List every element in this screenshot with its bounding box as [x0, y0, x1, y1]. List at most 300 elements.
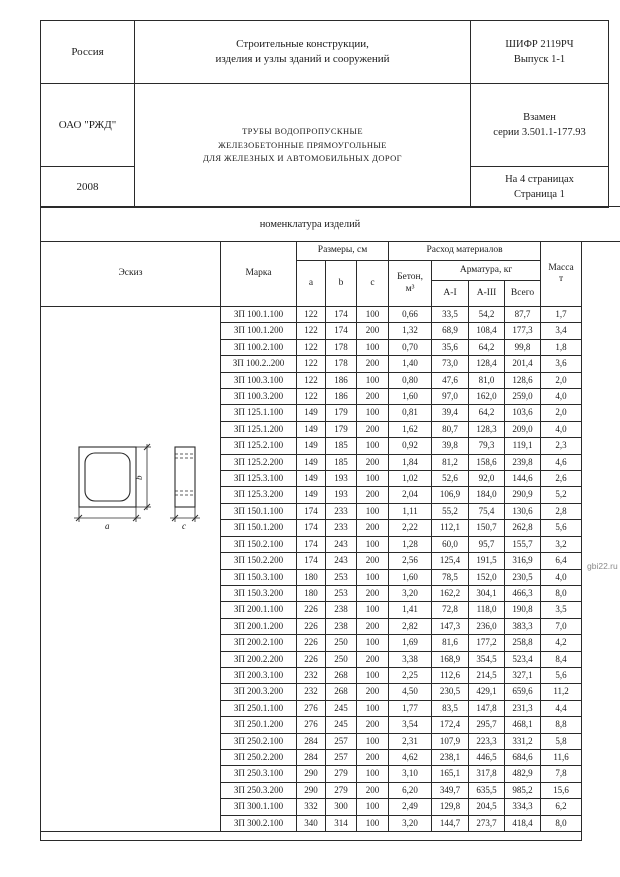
doc-title-line2: ЖЕЛЕЗОБЕТОННЫЕ ПРЯМОУГОЛЬНЫЕ	[218, 139, 387, 150]
value-cell: 223,3	[469, 733, 505, 749]
mark-cell: ЗП 250.1.100	[221, 700, 297, 716]
value-cell: 7,0	[541, 618, 582, 634]
value-cell: 100	[357, 438, 389, 454]
watermark: gbi22.ru	[587, 561, 618, 571]
value-cell: 268	[326, 667, 357, 683]
nomenclature-table	[40, 241, 582, 841]
value-cell: 158,6	[469, 454, 505, 470]
value-cell: 4,4	[541, 700, 582, 716]
value-cell: 245	[326, 717, 357, 733]
value-cell: 81,6	[432, 635, 469, 651]
mark-cell: ЗП 100.1.100	[221, 307, 297, 323]
value-cell: 200	[357, 356, 389, 372]
value-cell: 259,0	[505, 389, 541, 405]
value-cell: 185	[326, 454, 357, 470]
mark-cell: ЗП 200.1.200	[221, 618, 297, 634]
doc-title-cell	[135, 84, 471, 208]
value-cell: 83,5	[432, 700, 469, 716]
value-cell: 2,25	[389, 667, 432, 683]
value-cell: 152,0	[469, 569, 505, 585]
mark-cell: ЗП 150.1.200	[221, 520, 297, 536]
value-cell: 147,8	[469, 700, 505, 716]
mark-cell: ЗП 150.1.100	[221, 503, 297, 519]
value-cell: 257	[326, 749, 357, 765]
value-cell: 226	[297, 618, 326, 634]
value-cell: 4,0	[541, 569, 582, 585]
value-cell: 258,8	[505, 635, 541, 651]
value-cell: 7,8	[541, 766, 582, 782]
value-cell: 3,5	[541, 602, 582, 618]
value-cell: 2,56	[389, 553, 432, 569]
value-cell: 100	[357, 339, 389, 355]
value-cell: 174	[297, 553, 326, 569]
value-cell: 8,4	[541, 651, 582, 667]
year-cell: 2008	[41, 167, 135, 208]
value-cell: 112,6	[432, 667, 469, 683]
mark-cell: ЗП 125.1.100	[221, 405, 297, 421]
value-cell: 103,6	[505, 405, 541, 421]
value-cell: 3,20	[389, 815, 432, 831]
value-cell: 52,6	[432, 471, 469, 487]
value-cell: 290,9	[505, 487, 541, 503]
value-cell: 193	[326, 487, 357, 503]
value-cell: 87,7	[505, 307, 541, 323]
value-cell: 659,6	[505, 684, 541, 700]
value-cell: 446,5	[469, 749, 505, 765]
table-header	[41, 242, 582, 307]
value-cell: 200	[357, 717, 389, 733]
value-cell: 4,0	[541, 389, 582, 405]
value-cell: 186	[326, 389, 357, 405]
value-cell: 100	[357, 536, 389, 552]
value-cell: 128,6	[505, 372, 541, 388]
mark-cell: ЗП 100.2.100	[221, 339, 297, 355]
value-cell: 284	[297, 733, 326, 749]
mark-cell: ЗП 150.3.100	[221, 569, 297, 585]
value-cell: 178	[326, 356, 357, 372]
value-cell: 226	[297, 635, 326, 651]
value-cell: 2,8	[541, 503, 582, 519]
col-header-dimensions: Размеры, см	[297, 242, 389, 261]
title-block-row	[41, 84, 609, 167]
value-cell: 147,3	[432, 618, 469, 634]
value-cell: 78,5	[432, 569, 469, 585]
value-cell: 5,6	[541, 520, 582, 536]
value-cell: 100	[357, 405, 389, 421]
value-cell: 200	[357, 487, 389, 503]
col-header-mass	[541, 242, 582, 307]
value-cell: 191,5	[469, 553, 505, 569]
value-cell: 11,6	[541, 749, 582, 765]
value-cell: 100	[357, 733, 389, 749]
value-cell: 4,50	[389, 684, 432, 700]
value-cell: 226	[297, 602, 326, 618]
mark-cell: ЗП 250.1.200	[221, 717, 297, 733]
value-cell: 179	[326, 405, 357, 421]
value-cell: 2,31	[389, 733, 432, 749]
value-cell: 279	[326, 766, 357, 782]
value-cell: 257	[326, 733, 357, 749]
front-view	[74, 444, 151, 522]
value-cell: 3,54	[389, 717, 432, 733]
value-cell: 273,7	[469, 815, 505, 831]
value-cell: 200	[357, 421, 389, 437]
mark-cell: ЗП 200.3.100	[221, 667, 297, 683]
value-cell: 174	[297, 503, 326, 519]
value-cell: 1,32	[389, 323, 432, 339]
value-cell: 1,28	[389, 536, 432, 552]
value-cell: 349,7	[432, 782, 469, 798]
doc-code-line1: ШИФР 2119РЧ	[505, 38, 574, 50]
value-cell: 200	[357, 585, 389, 601]
value-cell: 4,0	[541, 421, 582, 437]
value-cell: 174	[326, 307, 357, 323]
value-cell: 233	[326, 520, 357, 536]
value-cell: 100	[357, 635, 389, 651]
mass-label-line1: Масса	[548, 262, 574, 273]
col-header-concrete	[389, 261, 432, 307]
value-cell: 201,4	[505, 356, 541, 372]
value-cell: 185	[326, 438, 357, 454]
series-title-cell	[135, 21, 471, 84]
mark-cell: ЗП 150.2.100	[221, 536, 297, 552]
mark-cell: ЗП 250.3.100	[221, 766, 297, 782]
col-header-ai: А-I	[432, 281, 469, 307]
value-cell: 168,9	[432, 651, 469, 667]
value-cell: 73,0	[432, 356, 469, 372]
value-cell: 119,1	[505, 438, 541, 454]
value-cell: 100	[357, 471, 389, 487]
value-cell: 130,6	[505, 503, 541, 519]
value-cell: 162,0	[469, 389, 505, 405]
sketch-cell	[41, 307, 221, 832]
value-cell: 162,2	[432, 585, 469, 601]
replaces-line1: Взамен	[523, 111, 556, 123]
value-cell: 2,3	[541, 438, 582, 454]
mark-cell: ЗП 200.2.100	[221, 635, 297, 651]
value-cell: 64,2	[469, 405, 505, 421]
mark-cell: ЗП 100.2..200	[221, 356, 297, 372]
value-cell: 107,9	[432, 733, 469, 749]
col-header-b: b	[326, 261, 357, 307]
value-cell: 39,8	[432, 438, 469, 454]
value-cell: 178	[326, 339, 357, 355]
value-cell: 523,4	[505, 651, 541, 667]
value-cell: 209,0	[505, 421, 541, 437]
doc-title-line1: ТРУБЫ ВОДОПРОПУСКНЫЕ	[242, 126, 363, 137]
col-header-a: a	[297, 261, 326, 307]
value-cell: 200	[357, 651, 389, 667]
value-cell: 179	[326, 421, 357, 437]
value-cell: 295,7	[469, 717, 505, 733]
value-cell: 239,8	[505, 454, 541, 470]
value-cell: 0,81	[389, 405, 432, 421]
value-cell: 253	[326, 569, 357, 585]
value-cell: 231,3	[505, 700, 541, 716]
empty-footer-cell	[41, 832, 582, 841]
value-cell: 125,4	[432, 553, 469, 569]
mark-cell: ЗП 150.3.200	[221, 585, 297, 601]
value-cell: 4,62	[389, 749, 432, 765]
value-cell: 232	[297, 667, 326, 683]
value-cell: 35,6	[432, 339, 469, 355]
value-cell: 334,3	[505, 799, 541, 815]
value-cell: 122	[297, 323, 326, 339]
value-cell: 3,38	[389, 651, 432, 667]
value-cell: 79,3	[469, 438, 505, 454]
value-cell: 200	[357, 684, 389, 700]
value-cell: 3,4	[541, 323, 582, 339]
value-cell: 276	[297, 700, 326, 716]
value-cell: 238,1	[432, 749, 469, 765]
value-cell: 314	[326, 815, 357, 831]
value-cell: 327,1	[505, 667, 541, 683]
value-cell: 354,5	[469, 651, 505, 667]
value-cell: 177,3	[505, 323, 541, 339]
value-cell: 100	[357, 602, 389, 618]
value-cell: 276	[297, 717, 326, 733]
value-cell: 290	[297, 766, 326, 782]
value-cell: 684,6	[505, 749, 541, 765]
value-cell: 2,6	[541, 471, 582, 487]
value-cell: 200	[357, 389, 389, 405]
value-cell: 268	[326, 684, 357, 700]
value-cell: 80,7	[432, 421, 469, 437]
header-row-1	[41, 242, 582, 261]
value-cell: 233	[326, 503, 357, 519]
value-cell: 245	[326, 700, 357, 716]
value-cell: 128,4	[469, 356, 505, 372]
value-cell: 180	[297, 585, 326, 601]
col-header-materials: Расход материалов	[389, 242, 541, 261]
mark-cell: ЗП 125.3.100	[221, 471, 297, 487]
value-cell: 33,5	[432, 307, 469, 323]
value-cell: 214,5	[469, 667, 505, 683]
pages-line1: На 4 страницах	[505, 173, 574, 185]
mark-cell: ЗП 100.3.100	[221, 372, 297, 388]
value-cell: 1,7	[541, 307, 582, 323]
col-header-c: c	[357, 261, 389, 307]
value-cell: 635,5	[469, 782, 505, 798]
value-cell: 290	[297, 782, 326, 798]
value-cell: 122	[297, 389, 326, 405]
mass-label-line2: т	[558, 274, 564, 284]
value-cell: 238	[326, 602, 357, 618]
value-cell: 466,3	[505, 585, 541, 601]
value-cell: 1,60	[389, 389, 432, 405]
value-cell: 100	[357, 799, 389, 815]
value-cell: 177,2	[469, 635, 505, 651]
value-cell: 2,0	[541, 405, 582, 421]
col-header-aiii: А-III	[469, 281, 505, 307]
value-cell: 482,9	[505, 766, 541, 782]
dim-label-a: a	[105, 521, 110, 531]
value-cell: 253	[326, 585, 357, 601]
value-cell: 149	[297, 487, 326, 503]
mark-cell: ЗП 250.2.100	[221, 733, 297, 749]
value-cell: 200	[357, 553, 389, 569]
value-cell: 200	[357, 520, 389, 536]
series-title-line2: изделия и узлы зданий и сооружений	[215, 53, 390, 65]
section-title: номенклатура изделий	[40, 206, 620, 242]
value-cell: 250	[326, 635, 357, 651]
value-cell: 15,6	[541, 782, 582, 798]
value-cell: 8,8	[541, 717, 582, 733]
value-cell: 340	[297, 815, 326, 831]
value-cell: 3,10	[389, 766, 432, 782]
value-cell: 81,0	[469, 372, 505, 388]
value-cell: 193	[326, 471, 357, 487]
value-cell: 317,8	[469, 766, 505, 782]
value-cell: 174	[297, 536, 326, 552]
value-cell: 144,6	[505, 471, 541, 487]
value-cell: 190,8	[505, 602, 541, 618]
value-cell: 100	[357, 815, 389, 831]
value-cell: 2,82	[389, 618, 432, 634]
value-cell: 97,0	[432, 389, 469, 405]
value-cell: 3,20	[389, 585, 432, 601]
value-cell: 304,1	[469, 585, 505, 601]
value-cell: 0,92	[389, 438, 432, 454]
value-cell: 284	[297, 749, 326, 765]
value-cell: 1,60	[389, 569, 432, 585]
value-cell: 118,0	[469, 602, 505, 618]
value-cell: 468,1	[505, 717, 541, 733]
value-cell: 230,5	[432, 684, 469, 700]
value-cell: 200	[357, 323, 389, 339]
value-cell: 3,6	[541, 356, 582, 372]
value-cell: 2,0	[541, 372, 582, 388]
value-cell: 2,04	[389, 487, 432, 503]
pipe-section-sketch	[69, 441, 219, 541]
org-cell: ОАО "РЖД"	[41, 84, 135, 167]
value-cell: 180	[297, 569, 326, 585]
value-cell: 165,1	[432, 766, 469, 782]
title-block-row	[41, 21, 609, 84]
value-cell: 4,2	[541, 635, 582, 651]
replaces-line2: серии 3.501.1-177.93	[493, 127, 586, 138]
col-header-sketch: Эскиз	[41, 242, 221, 307]
value-cell: 6,4	[541, 553, 582, 569]
value-cell: 243	[326, 553, 357, 569]
value-cell: 4,6	[541, 454, 582, 470]
mark-cell: ЗП 300.2.100	[221, 815, 297, 831]
value-cell: 144,7	[432, 815, 469, 831]
value-cell: 64,2	[469, 339, 505, 355]
pages-line2: Страница 1	[514, 189, 565, 200]
value-cell: 92,0	[469, 471, 505, 487]
value-cell: 331,2	[505, 733, 541, 749]
value-cell: 112,1	[432, 520, 469, 536]
mark-cell: ЗП 250.3.200	[221, 782, 297, 798]
value-cell: 75,4	[469, 503, 505, 519]
value-cell: 95,7	[469, 536, 505, 552]
value-cell: 200	[357, 749, 389, 765]
value-cell: 54,2	[469, 307, 505, 323]
value-cell: 232	[297, 684, 326, 700]
value-cell: 5,2	[541, 487, 582, 503]
value-cell: 279	[326, 782, 357, 798]
value-cell: 1,41	[389, 602, 432, 618]
value-cell: 3,2	[541, 536, 582, 552]
value-cell: 0,70	[389, 339, 432, 355]
value-cell: 429,1	[469, 684, 505, 700]
mark-cell: ЗП 125.1.200	[221, 421, 297, 437]
value-cell: 100	[357, 307, 389, 323]
col-header-total: Всего	[505, 281, 541, 307]
value-cell: 262,8	[505, 520, 541, 536]
value-cell: 11,2	[541, 684, 582, 700]
doc-title-line3: ДЛЯ ЖЕЛЕЗНЫХ И АВТОМОБИЛЬНЫХ ДОРОГ	[203, 153, 402, 164]
value-cell: 1,40	[389, 356, 432, 372]
value-cell: 39,4	[432, 405, 469, 421]
value-cell: 108,4	[469, 323, 505, 339]
value-cell: 985,2	[505, 782, 541, 798]
value-cell: 122	[297, 339, 326, 355]
value-cell: 122	[297, 372, 326, 388]
value-cell: 0,66	[389, 307, 432, 323]
value-cell: 149	[297, 421, 326, 437]
value-cell: 200	[357, 618, 389, 634]
value-cell: 0,80	[389, 372, 432, 388]
value-cell: 418,4	[505, 815, 541, 831]
value-cell: 72,8	[432, 602, 469, 618]
value-cell: 184,0	[469, 487, 505, 503]
doc-code-cell	[471, 21, 609, 84]
table-body	[41, 307, 582, 832]
value-cell: 149	[297, 438, 326, 454]
value-cell: 6,2	[541, 799, 582, 815]
value-cell: 149	[297, 405, 326, 421]
value-cell: 149	[297, 454, 326, 470]
mark-cell: ЗП 100.1.200	[221, 323, 297, 339]
value-cell: 174	[297, 520, 326, 536]
value-cell: 47,6	[432, 372, 469, 388]
value-cell: 383,3	[505, 618, 541, 634]
value-cell: 68,9	[432, 323, 469, 339]
value-cell: 200	[357, 782, 389, 798]
value-cell: 226	[297, 651, 326, 667]
value-cell: 2,22	[389, 520, 432, 536]
doc-code-line2: Выпуск 1-1	[513, 54, 566, 65]
value-cell: 100	[357, 700, 389, 716]
title-block	[40, 20, 609, 208]
value-cell: 300	[326, 799, 357, 815]
value-cell: 236,0	[469, 618, 505, 634]
value-cell: 200	[357, 454, 389, 470]
value-cell: 100	[357, 766, 389, 782]
value-cell: 155,7	[505, 536, 541, 552]
value-cell: 172,4	[432, 717, 469, 733]
value-cell: 243	[326, 536, 357, 552]
value-cell: 150,7	[469, 520, 505, 536]
side-view	[170, 447, 200, 522]
pages-cell	[471, 167, 609, 208]
mark-cell: ЗП 150.2.200	[221, 553, 297, 569]
value-cell: 238	[326, 618, 357, 634]
value-cell: 2,49	[389, 799, 432, 815]
concrete-label-line1: Бетон,	[397, 272, 423, 283]
table-row	[41, 307, 582, 323]
value-cell: 5,8	[541, 733, 582, 749]
value-cell: 100	[357, 569, 389, 585]
dim-label-c: c	[182, 521, 186, 531]
value-cell: 122	[297, 356, 326, 372]
value-cell: 1,84	[389, 454, 432, 470]
dim-label-b: b	[134, 475, 144, 480]
concrete-label-line2: м³	[405, 283, 415, 294]
col-header-rebar: Арматура, кг	[432, 261, 541, 281]
